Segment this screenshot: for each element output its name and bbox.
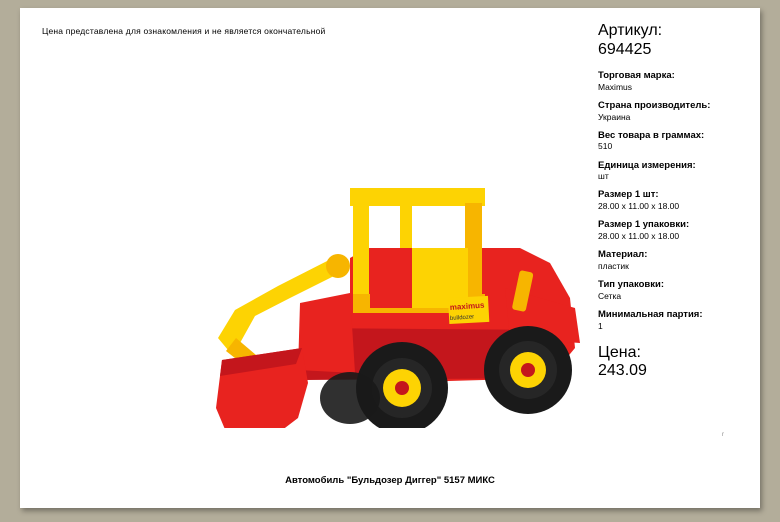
spec-row-min-batch — [598, 309, 748, 332]
spec-row-package-size — [598, 219, 748, 242]
spec-row-package-type — [598, 279, 748, 302]
bucket — [216, 348, 308, 428]
spec-row-material — [598, 249, 748, 272]
price-value: 243.09 — [598, 362, 647, 380]
product-caption: Автомобиль "Бульдозер Диггер" 5157 МИКС — [285, 475, 495, 486]
mid-wheel-shadow — [320, 372, 380, 424]
article-label: Артикул: — [598, 22, 663, 39]
article-block — [598, 22, 748, 60]
spec-value-country: Украина — [598, 111, 631, 122]
price-label: Цена: — [598, 344, 641, 362]
spec-row-item-size — [598, 189, 748, 212]
spec-label-min-batch: Минимальная партия: — [598, 309, 703, 321]
spec-value-item-size: 28.00 x 11.00 x 18.00 — [598, 201, 680, 212]
spec-label-weight: Вес товара в граммах: — [598, 129, 705, 141]
svg-text:bulldozer: bulldozer — [449, 314, 475, 322]
spec-label-brand: Торговая марка: — [598, 69, 675, 81]
spec-value-package-type: Сетка — [598, 291, 622, 302]
spec-label-unit: Единица измерения: — [598, 159, 696, 171]
brand-decal — [448, 296, 489, 324]
spec-value-material: пластик — [598, 261, 629, 272]
rear-wheel — [484, 326, 572, 414]
spec-value-weight: 510 — [598, 141, 613, 152]
cabin-frame — [350, 188, 485, 313]
spec-label-country: Страна производитель: — [598, 99, 711, 111]
spec-value-package-size: 28.00 x 11.00 x 18.00 — [598, 231, 680, 242]
spec-value-brand: Maximus — [598, 81, 633, 92]
spec-label-package-size: Размер 1 упаковки: — [598, 219, 690, 231]
spec-label-item-size: Размер 1 шт: — [598, 189, 659, 201]
document-page — [20, 8, 760, 508]
product-image — [50, 98, 580, 428]
spec-row-unit — [598, 160, 748, 183]
spec-row-country — [598, 100, 748, 123]
spec-row-brand — [598, 70, 748, 93]
price-disclaimer: Цена представлена для ознакомления и не является окончательной — [42, 26, 326, 36]
price-block — [598, 344, 748, 381]
specification-panel — [598, 22, 748, 381]
spec-label-material: Материал: — [598, 249, 648, 261]
spec-value-min-batch: 1 — [598, 321, 603, 331]
spec-value-unit: шт — [598, 171, 609, 182]
tiny-mark: r — [722, 432, 724, 438]
spec-label-package-type: Тип упаковки: — [598, 279, 664, 291]
article-value: 694425 — [598, 40, 652, 58]
spec-row-weight — [598, 130, 748, 153]
svg-text:maximus: maximus — [449, 300, 485, 312]
